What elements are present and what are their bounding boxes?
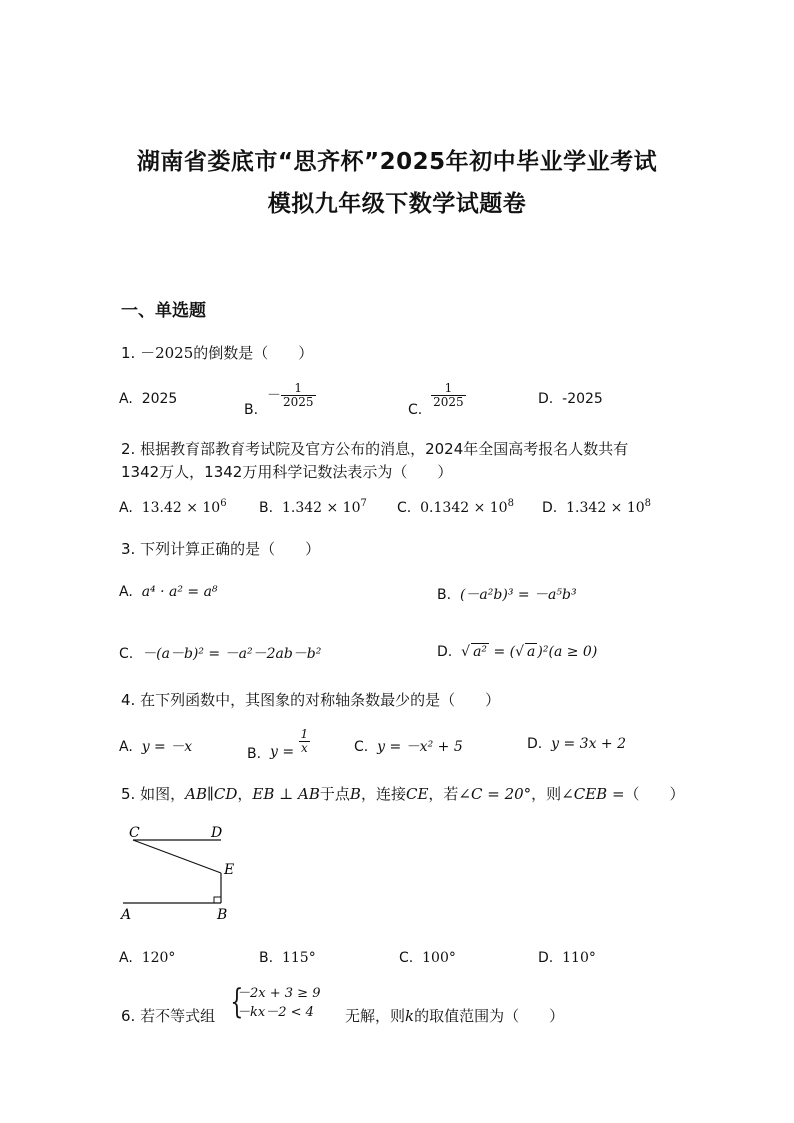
option-label: C. — [354, 739, 369, 755]
line-ce — [133, 840, 221, 873]
inequality-2: －kx－2 < 4 — [237, 1005, 314, 1020]
q3-option-a[interactable] — [119, 584, 218, 600]
option-label: A. — [119, 584, 133, 600]
option-label: B. — [259, 950, 274, 966]
option-sign: － — [266, 387, 281, 404]
q4-option-c[interactable] — [354, 736, 463, 756]
question-math: AB∥CD — [185, 785, 238, 803]
option-label: B. — [247, 745, 262, 762]
question-2-line-2: 1342万人，1342万用科学记数法表示为（ ） — [121, 463, 453, 481]
q1-option-b[interactable] — [244, 381, 316, 418]
question-number: 3. — [121, 540, 136, 558]
q3-option-d[interactable] — [437, 643, 597, 660]
question-math: －2025 — [140, 344, 194, 362]
question-text: 下列计算正确的是（ ） — [140, 540, 321, 558]
question-math: ∠C = 20° — [458, 785, 532, 803]
question-5 — [121, 783, 685, 804]
option-label: C. — [397, 500, 412, 516]
q2-option-a[interactable] — [119, 500, 227, 516]
option-exponent: 6 — [220, 498, 227, 509]
question-6-tail — [345, 1005, 564, 1026]
option-value: 1.342 × 10 — [566, 500, 645, 516]
q2-option-c[interactable] — [397, 500, 514, 516]
option-value: y = 3x + 2 — [551, 736, 627, 752]
question-text: ，则 — [531, 785, 562, 803]
option-label: D. — [437, 644, 453, 660]
q5-option-b[interactable] — [259, 950, 316, 966]
question-1 — [121, 342, 313, 363]
point-label-a: A — [121, 907, 132, 923]
question-4 — [121, 689, 500, 710]
option-value: y = －x — [141, 739, 193, 755]
question-text: 若不等式组 — [140, 1007, 216, 1025]
question-text: 无解，则 — [345, 1007, 406, 1025]
option-label: D. — [538, 950, 554, 966]
question-text: 的取值范围为（ ） — [414, 1007, 565, 1025]
question-text: ，若 — [428, 785, 459, 803]
fraction-numerator: 1 — [431, 382, 466, 396]
question-text: 根据教育部教育考试院及官方公布的消息，2024年全国高考报名人数共有 — [140, 440, 629, 458]
option-label: A. — [119, 739, 133, 755]
fraction — [281, 382, 316, 409]
fraction-numerator: 1 — [300, 727, 309, 741]
option-label: B. — [437, 587, 452, 603]
q5-option-d[interactable] — [538, 950, 596, 966]
question-text: 的倒数是（ ） — [193, 344, 314, 362]
option-value: 1.342 × 10 — [281, 500, 361, 516]
point-label-d: D — [211, 825, 223, 841]
question-math: CE — [405, 785, 429, 803]
q2-option-d[interactable] — [542, 500, 651, 516]
option-value: (－a²b)³ = －a⁵b³ — [459, 587, 577, 603]
point-label-c: C — [129, 825, 140, 841]
option-label: D. — [527, 736, 543, 752]
question-number: 6. — [121, 1007, 136, 1025]
right-angle-mark — [214, 897, 221, 903]
question-number: 1. — [121, 344, 136, 362]
option-value: a⁴ · a² = a⁸ — [141, 584, 218, 600]
question-text: 于点 — [319, 785, 350, 803]
geometry-figure — [118, 820, 248, 925]
option-value: √ a² = (√ a )²(a ≥ 0) — [461, 644, 598, 660]
option-value: 115° — [281, 950, 316, 966]
question-math: EB ⊥ AB — [252, 785, 320, 803]
option-value: 110° — [562, 950, 596, 966]
paper-title-line-2: 模拟九年级下数学试题卷 — [267, 191, 527, 217]
option-value: y = －x² + 5 — [377, 739, 463, 755]
fraction-numerator: 1 — [281, 382, 316, 396]
sqrt-radicand: a² — [473, 644, 488, 660]
q4-option-d[interactable] — [527, 736, 626, 752]
q1-option-a[interactable] — [119, 391, 177, 407]
q2-option-b[interactable] — [259, 500, 367, 516]
option-label: C. — [399, 950, 414, 966]
q1-option-d[interactable] — [538, 391, 603, 407]
option-label: C. — [408, 401, 423, 418]
option-value: －(a－b)² = －a²－2ab－b² — [142, 646, 322, 662]
question-math: k — [405, 1007, 415, 1025]
option-value: 0.1342 × 10 — [420, 500, 508, 516]
fraction-denominator: 2025 — [282, 395, 314, 409]
q1-option-c[interactable] — [408, 381, 466, 418]
q5-option-c[interactable] — [399, 950, 456, 966]
question-number: 2. — [121, 440, 136, 458]
question-6 — [121, 1005, 215, 1026]
option-label: B. — [259, 500, 274, 516]
fraction — [431, 382, 466, 409]
option-value: 100° — [422, 950, 456, 966]
question-text: （ ） — [624, 785, 685, 803]
option-label: A. — [119, 500, 133, 516]
sqrt-radicand: a — [527, 644, 536, 660]
question-math: B — [349, 785, 361, 803]
question-text: 如图， — [140, 785, 186, 803]
question-2-line-1 — [121, 438, 628, 459]
q4-option-a[interactable] — [119, 736, 192, 756]
question-text: ，连接 — [360, 785, 406, 803]
option-value: 13.42 × 10 — [141, 500, 221, 516]
option-label: C. — [119, 646, 134, 662]
system-brace: { — [230, 982, 244, 1022]
question-text: 在下列函数中，其图象的对称轴条数最少的是（ ） — [140, 691, 501, 709]
q3-option-c[interactable] — [119, 643, 321, 663]
q3-option-b[interactable] — [437, 584, 577, 604]
q5-option-a[interactable] — [119, 950, 175, 966]
fraction-denominator: 2025 — [433, 395, 464, 409]
section-heading: 一、单选题 — [121, 301, 206, 321]
option-value: -2025 — [562, 391, 603, 407]
question-3 — [121, 538, 320, 559]
question-number: 5. — [121, 785, 136, 803]
question-math: ∠CEB = — [561, 785, 625, 803]
point-label-b: B — [217, 907, 228, 923]
option-value: 2025 — [141, 391, 178, 407]
expr-part: )²(a ≥ 0) — [537, 644, 598, 660]
question-number: 4. — [121, 691, 136, 709]
option-value: 120° — [141, 950, 176, 966]
option-label: D. — [538, 391, 554, 407]
inequality-1: －2x + 3 ≥ 9 — [237, 986, 321, 1001]
option-exponent: 7 — [360, 498, 367, 509]
option-value: y = — [269, 743, 299, 760]
option-exponent: 8 — [644, 498, 652, 509]
fraction — [299, 728, 311, 755]
fraction-denominator: x — [300, 741, 308, 755]
expr-part: = ( — [489, 644, 516, 660]
option-label: A. — [119, 950, 133, 966]
paper-title-line-1: 湖南省娄底市“思齐杯”2025年初中毕业学业考试 — [136, 149, 658, 175]
point-label-e: E — [224, 862, 235, 878]
option-label: B. — [244, 401, 259, 418]
q4-option-b[interactable] — [247, 727, 310, 762]
option-exponent: 8 — [507, 498, 514, 509]
option-label: D. — [542, 500, 558, 516]
option-label: A. — [119, 391, 133, 407]
question-text: ， — [237, 785, 253, 803]
